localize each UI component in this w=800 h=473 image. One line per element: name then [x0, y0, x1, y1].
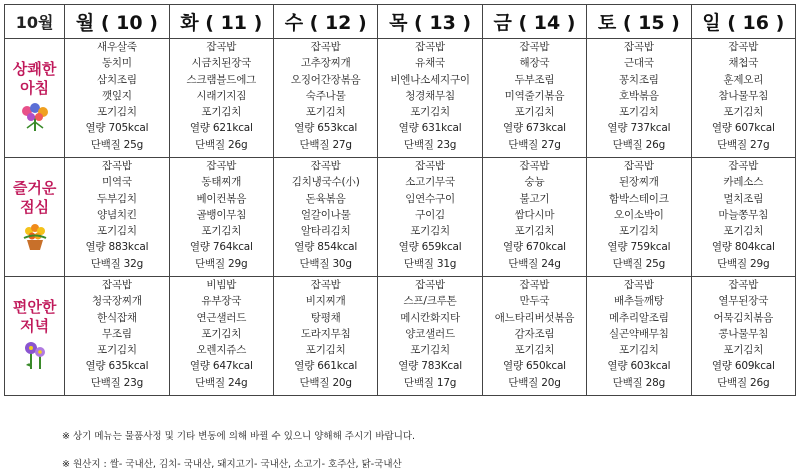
- menu-cell: [482, 39, 586, 158]
- flower-pot-icon: [5, 221, 64, 255]
- menu-item: 동치미: [101, 57, 132, 70]
- menu-item: 만두국: [519, 295, 550, 308]
- meal-row: [5, 39, 796, 158]
- menu-item: 단백질 25g: [90, 138, 144, 151]
- menu-item: 콩나물무침: [718, 327, 769, 340]
- menu-item: 단백질 32g: [90, 257, 144, 270]
- menu-item: 한식잡채: [97, 311, 137, 324]
- menu-cell: [691, 39, 795, 158]
- day-header: 수 ( 12 ): [274, 5, 378, 39]
- menu-item: 열량 650kcal: [503, 360, 566, 373]
- menu-item: 열량 607kcal: [711, 122, 775, 135]
- menu-item: 잡곡밥: [519, 41, 550, 53]
- menu-item: 동태찌개: [201, 176, 242, 189]
- menu-item: 근대국: [623, 57, 654, 70]
- menu-item: 잡곡밥: [728, 279, 759, 291]
- menu-item: 잡곡밥: [415, 160, 445, 172]
- meal-label-cell: [5, 158, 65, 277]
- menu-cell: [274, 158, 378, 277]
- meal-row: [5, 158, 796, 277]
- menu-item: 잡곡밥: [519, 279, 550, 291]
- meal-row: [5, 277, 796, 396]
- menu-item: 배추들깨탕: [614, 295, 664, 308]
- menu-item: 잡곡밥: [623, 279, 654, 291]
- menu-item: 알타리김치: [300, 225, 351, 238]
- menu-item: 포기김치: [97, 344, 137, 357]
- menu-cell: [691, 158, 795, 277]
- menu-item: 단백질 24g: [508, 257, 561, 270]
- menu-item: 포기김치: [97, 225, 137, 238]
- menu-item: 잡곡밥: [310, 279, 341, 291]
- month-label: 10월: [5, 5, 65, 39]
- menu-item: 단백질 20g: [299, 376, 352, 389]
- menu-item: 단백질 24g: [195, 376, 248, 389]
- menu-item: 유부장국: [201, 295, 242, 308]
- menu-item: 포기김치: [410, 344, 450, 357]
- menu-item: 열량 764kcal: [189, 241, 253, 254]
- menu-cell: [65, 39, 169, 158]
- menu-item: 열량 621kcal: [189, 122, 253, 135]
- menu-item: 잡곡밥: [310, 160, 341, 172]
- menu-item: 포기김치: [618, 106, 659, 119]
- day-header: 목 ( 13 ): [378, 5, 482, 39]
- menu-item: 포기김치: [410, 106, 450, 119]
- meal-label-cell: [5, 277, 65, 396]
- menu-item: 잡곡밥: [728, 160, 759, 172]
- menu-item: 베이컨볶음: [196, 192, 247, 205]
- menu-item: 깻잎지: [101, 89, 132, 102]
- menu-item: 단백질 23g: [403, 138, 457, 151]
- menu-item: 미역줄기볶음: [504, 89, 565, 102]
- day-header: 월 ( 10 ): [65, 5, 169, 39]
- menu-item: 숭늉: [524, 176, 545, 189]
- origin-text: ※ 원산지 : 쌀- 국내산, 김치- 국내산, 돼지고기- 국내산, 소고기- 호주산, 닭-국내산: [62, 459, 402, 470]
- menu-item: 마늘쫑무침: [718, 208, 769, 221]
- menu-item: 단백질 26g: [717, 376, 770, 389]
- menu-item: 꽁치조림: [618, 73, 659, 86]
- menu-item: 호박볶음: [618, 89, 659, 102]
- menu-item: 오이소박이: [614, 208, 664, 221]
- menu-item: 단백질 23g: [90, 376, 144, 389]
- menu-item: 단백질 17g: [403, 376, 457, 389]
- menu-item: 실곤약배무침: [609, 327, 669, 340]
- menu-item: 열량 673kcal: [503, 122, 566, 135]
- menu-cell: [378, 39, 482, 158]
- menu-item: 참나물무침: [718, 89, 769, 102]
- menu-item: 두부김치: [97, 192, 137, 205]
- menu-item: 도라지무침: [300, 327, 351, 340]
- notice-text: ※ 상기 메뉴는 물품사정 및 기타 변동에 의해 바뀔 수 있으니 양해해 주시기 바랍니다.: [62, 431, 416, 442]
- menu-item: 단백질 26g: [612, 138, 666, 151]
- menu-cell: [691, 277, 795, 396]
- menu-item: 메시칸화지타: [400, 311, 460, 324]
- menu-item: 단백질 27g: [299, 138, 352, 151]
- menu-item: 두부조림: [514, 73, 555, 86]
- menu-item: 열량 603kcal: [607, 360, 671, 373]
- menu-item: 불고기: [519, 192, 550, 205]
- menu-item: 잡곡밥: [623, 160, 654, 172]
- menu-item: 포기김치: [723, 225, 764, 238]
- menu-item: 단백질 31g: [403, 257, 457, 270]
- meal-label-cell: [5, 39, 65, 158]
- menu-item: 된장찌개: [618, 176, 659, 189]
- menu-cell: [378, 277, 482, 396]
- menu-item: 채첩국: [728, 57, 759, 70]
- menu-cell: [587, 158, 691, 277]
- menu-item: 쌈다시마: [514, 208, 555, 221]
- menu-cell: [482, 277, 586, 396]
- purple-flower-icon: [5, 340, 64, 374]
- menu-item: 열량 737kcal: [607, 122, 671, 135]
- menu-cell: [274, 277, 378, 396]
- day-header: 금 ( 14 ): [482, 5, 586, 39]
- menu-item: 훈제오리: [723, 73, 764, 86]
- menu-item: 단백질 27g: [717, 138, 770, 151]
- menu-item: 해장국: [519, 57, 550, 70]
- menu-item: 시래기지짐: [196, 89, 247, 102]
- menu-cell: [65, 277, 169, 396]
- menu-item: 포기김치: [201, 327, 242, 340]
- menu-item: 잡곡밥: [415, 41, 445, 53]
- menu-item: 비빔밥: [206, 279, 237, 291]
- menu-item: 메추리알조림: [609, 311, 669, 324]
- menu-item: 비지찌개: [305, 295, 346, 308]
- menu-cell: [587, 277, 691, 396]
- flower-bouquet-icon: [5, 102, 64, 136]
- menu-item: 단백질 30g: [299, 257, 352, 270]
- menu-item: 잡곡밥: [310, 41, 341, 53]
- menu-cell: [169, 158, 273, 277]
- menu-item: 카레소스: [723, 176, 764, 189]
- menu-item: 스프/크루톤: [403, 295, 457, 308]
- menu-item: 포기김치: [618, 344, 659, 357]
- day-header: 토 ( 15 ): [587, 5, 691, 39]
- menu-item: 골뱅이무침: [196, 208, 247, 221]
- menu-item: 연근샐러드: [196, 311, 247, 324]
- menu-item: 포기김치: [723, 344, 764, 357]
- menu-item: 열량 653kcal: [294, 122, 358, 135]
- menu-item: 잡곡밥: [206, 41, 237, 53]
- menu-item: 열량 670kcal: [503, 241, 566, 254]
- menu-item: 포기김치: [97, 106, 137, 119]
- menu-item: 소고기무국: [405, 176, 455, 189]
- menu-item: 열량 661kcal: [294, 360, 358, 373]
- menu-item: 삼치조림: [97, 73, 137, 86]
- menu-cell: [169, 39, 273, 158]
- menu-item: 비엔나소세지구이: [390, 73, 470, 86]
- menu-item: 오렌지쥬스: [196, 344, 247, 357]
- menu-cell: [274, 39, 378, 158]
- menu-item: 고추장찌개: [300, 57, 351, 70]
- meal-label: 편안한 저녁: [12, 298, 57, 335]
- menu-item: 단백질 29g: [195, 257, 248, 270]
- menu-item: 단백질 20g: [508, 376, 561, 389]
- menu-item: 열량 705kcal: [85, 122, 149, 135]
- menu-item: 열량 647kcal: [189, 360, 253, 373]
- menu-item: 양념치킨: [97, 208, 137, 221]
- menu-item: 임연수구이: [405, 192, 455, 205]
- menu-item: 열량 609kcal: [711, 360, 775, 373]
- menu-item: 숙주나물: [305, 89, 346, 102]
- menu-item: 포기김치: [305, 344, 346, 357]
- menu-item: 애느타리버섯볶음: [494, 311, 575, 324]
- menu-item: 구이김: [415, 208, 445, 221]
- menu-item: 열량 631kcal: [398, 122, 462, 135]
- menu-item: 어묵김치볶음: [713, 311, 774, 324]
- menu-item: 열량 635kcal: [85, 360, 149, 373]
- day-header: 화 ( 11 ): [169, 5, 273, 39]
- menu-item: 양코샐러드: [405, 327, 455, 340]
- header-row: [5, 5, 796, 39]
- menu-item: 포기김치: [723, 106, 764, 119]
- menu-item: 잡곡밥: [519, 160, 550, 172]
- meal-label: 상쾌한 아침: [12, 60, 57, 97]
- menu-item: 미역국: [101, 176, 132, 189]
- menu-item: 탕평채: [310, 311, 341, 324]
- menu-item: 얼갈이나물: [300, 208, 351, 221]
- menu-cell: [482, 158, 586, 277]
- menu-item: 멸치조림: [723, 192, 764, 205]
- menu-item: 열량 854kcal: [294, 241, 358, 254]
- menu-item: 포기김치: [201, 106, 242, 119]
- menu-item: 단백질 28g: [612, 376, 666, 389]
- menu-item: 열량 659kcal: [398, 241, 462, 254]
- menu-cell: [587, 39, 691, 158]
- menu-item: 청국장찌개: [92, 295, 142, 308]
- menu-item: 무조림: [101, 327, 132, 340]
- menu-item: 잡곡밥: [728, 41, 759, 53]
- meal-label: 즐거운 점심: [12, 179, 57, 216]
- menu-item: 포기김치: [618, 225, 659, 238]
- menu-item: 돈육볶음: [305, 192, 346, 205]
- menu-item: 단백질 29g: [717, 257, 770, 270]
- menu-item: 단백질 25g: [612, 257, 666, 270]
- menu-item: 포기김치: [514, 225, 555, 238]
- menu-item: 잡곡밥: [623, 41, 654, 53]
- menu-item: 열량 783Kcal: [398, 360, 462, 373]
- day-header: 일 ( 16 ): [691, 5, 795, 39]
- menu-item: 단백질 26g: [195, 138, 248, 151]
- menu-item: 포기김치: [514, 344, 555, 357]
- menu-item: 포기김치: [201, 225, 242, 238]
- menu-item: 잡곡밥: [101, 279, 132, 291]
- menu-cell: [169, 277, 273, 396]
- menu-item: 열량 759kcal: [607, 241, 671, 254]
- menu-item: 포기김치: [514, 106, 555, 119]
- menu-item: 청경채무침: [405, 89, 455, 102]
- weekly-menu-table: [4, 4, 796, 396]
- menu-cell: [378, 158, 482, 277]
- menu-item: 함박스테이크: [609, 192, 669, 205]
- menu-item: 잡곡밥: [415, 279, 445, 291]
- menu-item: 잡곡밥: [206, 160, 237, 172]
- menu-item: 시금치된장국: [191, 57, 252, 70]
- menu-cell: [65, 158, 169, 277]
- menu-item: 잡곡밥: [101, 160, 132, 172]
- menu-item: 스크램블드에그: [186, 73, 257, 86]
- menu-item: 새우살죽: [97, 41, 137, 53]
- menu-item: 열량 804kcal: [711, 241, 775, 254]
- menu-item: 감자조림: [514, 327, 555, 340]
- menu-item: 유채국: [415, 57, 445, 70]
- menu-item: 열무된장국: [718, 295, 769, 308]
- menu-item: 김치냉국수(小): [291, 176, 360, 189]
- menu-item: 포기김치: [410, 225, 450, 238]
- menu-item: 열량 883kcal: [85, 241, 149, 254]
- menu-item: 오징어간장볶음: [290, 73, 361, 86]
- menu-item: 단백질 27g: [508, 138, 561, 151]
- menu-item: 포기김치: [305, 106, 346, 119]
